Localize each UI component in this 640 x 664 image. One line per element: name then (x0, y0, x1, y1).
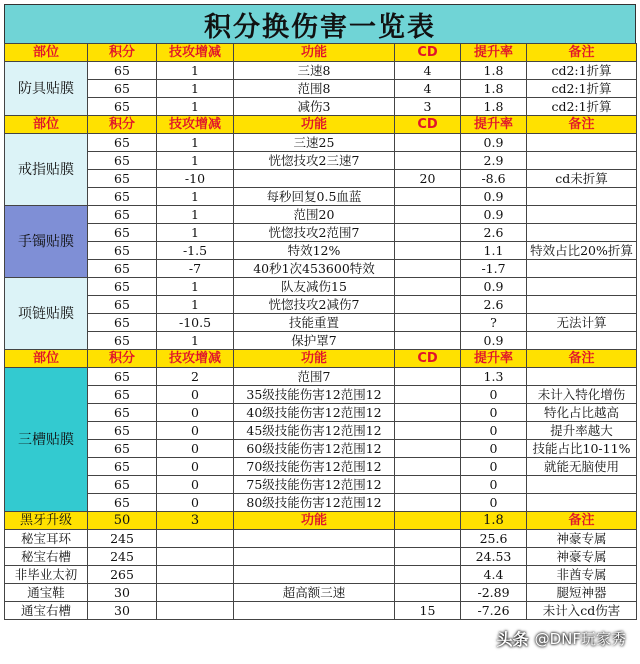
function-cell: 40级技能伤害12范围12 (234, 404, 395, 422)
cd-cell (395, 404, 461, 422)
table-row (5, 152, 637, 170)
header-score: 积分 (88, 116, 157, 134)
misc-cell: -2.89 (461, 584, 527, 602)
table-row (5, 80, 637, 98)
skill-atk-cell: 1 (157, 152, 234, 170)
score-cell: 65 (88, 134, 157, 152)
footer-header-cell: 50 (88, 512, 157, 530)
header-part: 部位 (5, 350, 88, 368)
boost-cell: 2.9 (461, 152, 527, 170)
function-cell: 三速8 (234, 62, 395, 80)
score-cell: 65 (88, 368, 157, 386)
misc-cell: 未计入cd伤害 (527, 602, 637, 620)
table-row (5, 224, 637, 242)
note-cell: cd2:1折算 (527, 80, 637, 98)
skill-atk-cell: 0 (157, 386, 234, 404)
skill-atk-cell: 1 (157, 62, 234, 80)
table-row (5, 386, 637, 404)
item-name-cell: 非毕业太初 (5, 566, 88, 584)
score-cell: 65 (88, 386, 157, 404)
boost-cell: 0 (461, 440, 527, 458)
function-cell (234, 170, 395, 188)
header-boost: 提升率 (461, 350, 527, 368)
function-cell: 范围7 (234, 368, 395, 386)
misc-cell (157, 548, 234, 566)
function-cell: 恍惚技攻2减伤7 (234, 296, 395, 314)
table-row (5, 206, 637, 224)
skill-atk-cell: 1 (157, 278, 234, 296)
score-cell: 65 (88, 494, 157, 512)
header-row (5, 350, 637, 368)
misc-cell: 神豪专属 (527, 548, 637, 566)
boost-cell: 1.8 (461, 80, 527, 98)
function-cell: 恍惚技攻2三速7 (234, 152, 395, 170)
function-cell: 35级技能伤害12范围12 (234, 386, 395, 404)
skill-atk-cell: 0 (157, 458, 234, 476)
table-row (5, 170, 637, 188)
group-name-cell: 项链贴膜 (5, 278, 88, 350)
skill-atk-cell: 1 (157, 224, 234, 242)
table-row (5, 98, 637, 116)
table-row (5, 260, 637, 278)
misc-cell (395, 584, 461, 602)
cd-cell (395, 242, 461, 260)
item-name-cell: 通宝鞋 (5, 584, 88, 602)
cd-cell: 4 (395, 80, 461, 98)
skill-atk-cell: 1 (157, 98, 234, 116)
misc-cell: 非酋专属 (527, 566, 637, 584)
note-cell (527, 494, 637, 512)
cd-cell: 20 (395, 170, 461, 188)
header-cd: CD (395, 44, 461, 62)
skill-atk-cell: -10 (157, 170, 234, 188)
boost-cell: 0.9 (461, 206, 527, 224)
boost-cell: 0 (461, 458, 527, 476)
watermark-text: @DNF玩家秀 (534, 630, 626, 648)
header-function: 功能 (234, 116, 395, 134)
note-cell (527, 188, 637, 206)
boost-cell: 2.6 (461, 224, 527, 242)
cd-cell (395, 476, 461, 494)
score-cell: 65 (88, 422, 157, 440)
note-cell (527, 476, 637, 494)
boost-cell: 0.9 (461, 332, 527, 350)
boost-cell: 0.9 (461, 278, 527, 296)
cd-cell (395, 368, 461, 386)
skill-atk-cell: 0 (157, 404, 234, 422)
note-cell (527, 134, 637, 152)
function-cell: 三速25 (234, 134, 395, 152)
table-row (5, 476, 637, 494)
header-row (5, 116, 637, 134)
score-cell: 65 (88, 224, 157, 242)
header-part: 部位 (5, 44, 88, 62)
table-row (5, 278, 637, 296)
group-name-cell: 戒指贴膜 (5, 134, 88, 206)
misc-row (5, 566, 637, 584)
boost-cell: 1.1 (461, 242, 527, 260)
boost-cell: 0.9 (461, 134, 527, 152)
cd-cell (395, 206, 461, 224)
misc-cell: 神豪专属 (527, 530, 637, 548)
note-cell (527, 224, 637, 242)
header-row (5, 44, 637, 62)
header-score: 积分 (88, 44, 157, 62)
skill-atk-cell: 1 (157, 296, 234, 314)
note-cell (527, 296, 637, 314)
misc-cell: 腿短神器 (527, 584, 637, 602)
score-cell: 65 (88, 242, 157, 260)
cd-cell (395, 152, 461, 170)
table-row (5, 368, 637, 386)
score-cell: 65 (88, 440, 157, 458)
data-table (4, 43, 637, 620)
score-cell: 65 (88, 458, 157, 476)
table-row (5, 440, 637, 458)
skill-atk-cell: 0 (157, 476, 234, 494)
misc-cell: 30 (88, 602, 157, 620)
note-cell (527, 278, 637, 296)
header-function: 功能 (234, 350, 395, 368)
boost-cell: 0 (461, 422, 527, 440)
watermark (497, 627, 626, 650)
cd-cell (395, 278, 461, 296)
note-cell (527, 368, 637, 386)
score-cell: 65 (88, 80, 157, 98)
table-row (5, 494, 637, 512)
table-row (5, 242, 637, 260)
score-cell: 65 (88, 188, 157, 206)
misc-row (5, 602, 637, 620)
boost-cell: 1.3 (461, 368, 527, 386)
cd-cell (395, 386, 461, 404)
misc-cell: 25.6 (461, 530, 527, 548)
skill-atk-cell: 0 (157, 422, 234, 440)
note-cell: cd2:1折算 (527, 62, 637, 80)
header-note: 备注 (527, 44, 637, 62)
misc-cell (157, 530, 234, 548)
note-cell: cd未折算 (527, 170, 637, 188)
table-row (5, 296, 637, 314)
skill-atk-cell: 1 (157, 134, 234, 152)
score-cell: 65 (88, 260, 157, 278)
misc-cell (234, 530, 395, 548)
table-row (5, 332, 637, 350)
cd-cell (395, 440, 461, 458)
skill-atk-cell: -7 (157, 260, 234, 278)
note-cell: 就能无脑使用 (527, 458, 637, 476)
header-cd: CD (395, 116, 461, 134)
score-cell: 65 (88, 62, 157, 80)
note-cell: 特效占比20%折算 (527, 242, 637, 260)
misc-cell: 15 (395, 602, 461, 620)
table-row (5, 62, 637, 80)
misc-cell: 30 (88, 584, 157, 602)
cd-cell (395, 458, 461, 476)
table-row (5, 404, 637, 422)
skill-atk-cell: 0 (157, 440, 234, 458)
header-part: 部位 (5, 116, 88, 134)
boost-cell: 0 (461, 476, 527, 494)
header-note: 备注 (527, 350, 637, 368)
header-cd: CD (395, 350, 461, 368)
misc-cell (395, 566, 461, 584)
score-cell: 65 (88, 332, 157, 350)
misc-row (5, 530, 637, 548)
function-cell: 队友减伤15 (234, 278, 395, 296)
table-row (5, 314, 637, 332)
score-cell: 65 (88, 170, 157, 188)
skill-atk-cell: 1 (157, 332, 234, 350)
cd-cell (395, 314, 461, 332)
boost-cell: ? (461, 314, 527, 332)
header-note: 备注 (527, 116, 637, 134)
misc-cell: -7.26 (461, 602, 527, 620)
misc-cell (234, 566, 395, 584)
skill-atk-cell: 1 (157, 206, 234, 224)
function-cell: 80级技能伤害12范围12 (234, 494, 395, 512)
boost-cell: 1.8 (461, 98, 527, 116)
item-name-cell: 通宝右槽 (5, 602, 88, 620)
score-cell: 65 (88, 476, 157, 494)
note-cell: cd2:1折算 (527, 98, 637, 116)
item-name-cell: 秘宝右槽 (5, 548, 88, 566)
cd-cell (395, 224, 461, 242)
header-boost: 提升率 (461, 44, 527, 62)
footer-item-name: 黑牙升级 (5, 512, 88, 530)
skill-atk-cell: 1 (157, 188, 234, 206)
misc-row (5, 548, 637, 566)
table-row (5, 134, 637, 152)
cd-cell: 3 (395, 98, 461, 116)
function-cell: 70级技能伤害12范围12 (234, 458, 395, 476)
boost-cell: 0.9 (461, 188, 527, 206)
cd-cell (395, 494, 461, 512)
footer-header-row (5, 512, 637, 530)
misc-cell: 超高额三速 (234, 584, 395, 602)
table-row (5, 188, 637, 206)
misc-cell (234, 602, 395, 620)
function-cell: 60级技能伤害12范围12 (234, 440, 395, 458)
misc-cell (395, 548, 461, 566)
cd-cell (395, 188, 461, 206)
table-row (5, 422, 637, 440)
header-score: 积分 (88, 350, 157, 368)
note-cell: 提升率越大 (527, 422, 637, 440)
score-cell: 65 (88, 152, 157, 170)
note-cell (527, 332, 637, 350)
group-name-cell: 三槽贴膜 (5, 368, 88, 512)
function-cell: 减伤3 (234, 98, 395, 116)
boost-cell: 0 (461, 386, 527, 404)
misc-cell (157, 602, 234, 620)
skill-atk-cell: -1.5 (157, 242, 234, 260)
function-cell: 保护罩7 (234, 332, 395, 350)
footer-header-cell: 1.8 (461, 512, 527, 530)
skill-atk-cell: 1 (157, 80, 234, 98)
group-name-cell: 防具贴膜 (5, 62, 88, 116)
score-cell: 65 (88, 314, 157, 332)
note-cell: 特化占比越高 (527, 404, 637, 422)
cd-cell (395, 332, 461, 350)
skill-atk-cell: 2 (157, 368, 234, 386)
note-cell: 无法计算 (527, 314, 637, 332)
function-cell: 范围20 (234, 206, 395, 224)
header-skill-atk: 技攻增减 (157, 350, 234, 368)
cd-cell (395, 260, 461, 278)
function-cell: 45级技能伤害12范围12 (234, 422, 395, 440)
boost-cell: 0 (461, 494, 527, 512)
header-function: 功能 (234, 44, 395, 62)
item-name-cell: 秘宝耳环 (5, 530, 88, 548)
table-row (5, 458, 637, 476)
function-cell: 特效12% (234, 242, 395, 260)
footer-header-cell: 功能 (234, 512, 395, 530)
footer-header-cell: 3 (157, 512, 234, 530)
misc-cell: 24.53 (461, 548, 527, 566)
function-cell: 技能重置 (234, 314, 395, 332)
misc-cell (395, 530, 461, 548)
note-cell (527, 152, 637, 170)
footer-header-cell: 备注 (527, 512, 637, 530)
boost-cell: -1.7 (461, 260, 527, 278)
score-cell: 65 (88, 296, 157, 314)
sheet-title: 积分换伤害一览表 (4, 4, 636, 44)
misc-cell (234, 548, 395, 566)
group-name-cell: 手镯贴膜 (5, 206, 88, 278)
score-cell: 65 (88, 278, 157, 296)
function-cell: 范围8 (234, 80, 395, 98)
misc-cell (157, 566, 234, 584)
misc-cell: 245 (88, 530, 157, 548)
score-cell: 65 (88, 98, 157, 116)
score-cell: 65 (88, 404, 157, 422)
function-cell: 每秒回复0.5血蓝 (234, 188, 395, 206)
misc-row (5, 584, 637, 602)
skill-atk-cell: 0 (157, 494, 234, 512)
boost-cell: 1.8 (461, 62, 527, 80)
note-cell (527, 206, 637, 224)
footer-header-cell (395, 512, 461, 530)
header-skill-atk: 技攻增减 (157, 116, 234, 134)
function-cell: 75级技能伤害12范围12 (234, 476, 395, 494)
function-cell: 恍惚技攻2范围7 (234, 224, 395, 242)
score-cell: 65 (88, 206, 157, 224)
toutiao-logo-icon: 头条 (496, 630, 529, 649)
boost-cell: 0 (461, 404, 527, 422)
misc-cell (157, 584, 234, 602)
cd-cell (395, 422, 461, 440)
note-cell: 技能占比10-11% (527, 440, 637, 458)
note-cell: 未计入特化增伤 (527, 386, 637, 404)
header-boost: 提升率 (461, 116, 527, 134)
misc-cell: 245 (88, 548, 157, 566)
header-skill-atk: 技攻增减 (157, 44, 234, 62)
cd-cell (395, 296, 461, 314)
boost-cell: -8.6 (461, 170, 527, 188)
cd-cell (395, 134, 461, 152)
misc-cell: 265 (88, 566, 157, 584)
boost-cell: 2.6 (461, 296, 527, 314)
misc-cell: 4.4 (461, 566, 527, 584)
skill-atk-cell: -10.5 (157, 314, 234, 332)
cd-cell: 4 (395, 62, 461, 80)
note-cell (527, 260, 637, 278)
function-cell: 40秒1次453600特效 (234, 260, 395, 278)
